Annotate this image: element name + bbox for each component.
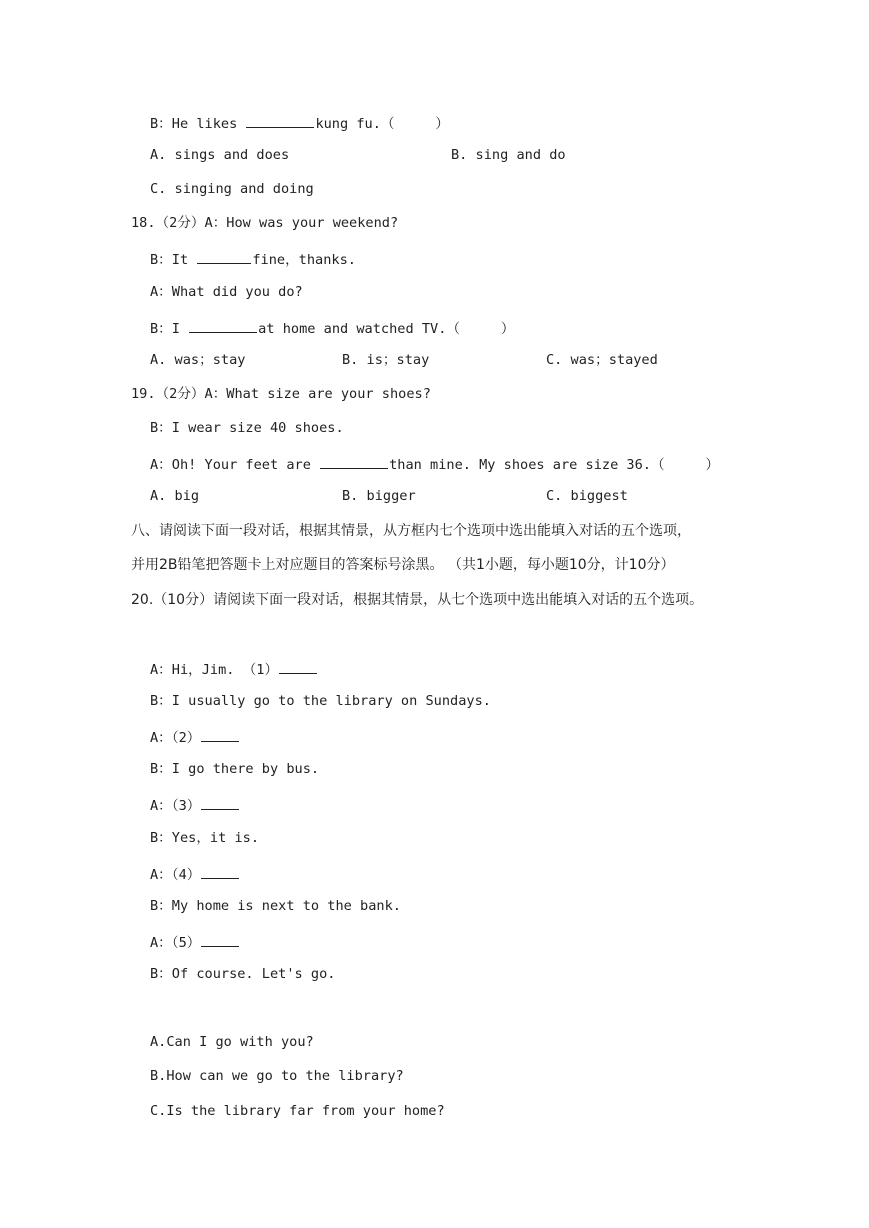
section-8-instructions-line2: 并用2B铅笔把答题卡上对应题目的答案标号涂黑。 （共1小题，每小题10分，计10分） bbox=[131, 557, 675, 573]
q18-option-a: A. was；stay bbox=[150, 352, 246, 368]
dialogue-text: A：（4） bbox=[150, 867, 201, 883]
q18-option-c: C. was；stayed bbox=[546, 352, 658, 368]
q17-option-b: B. sing and do bbox=[451, 147, 566, 163]
q18-b1-suffix: fine，thanks. bbox=[252, 252, 356, 268]
q18-line-b2 bbox=[150, 320, 515, 337]
q19-heading: 19.（2分）A：What size are your shoes? bbox=[131, 386, 431, 402]
answer-blank bbox=[201, 797, 239, 810]
q19-line-a2 bbox=[150, 456, 719, 473]
answer-blank bbox=[201, 729, 239, 742]
q17-answer-suffix: kung fu.（ ） bbox=[315, 116, 450, 132]
dialogue-text: A：（2） bbox=[150, 730, 201, 746]
q18-heading: 18.（2分）A：How was your weekend? bbox=[131, 215, 399, 231]
dialogue-line: B：Yes，it is. bbox=[150, 830, 260, 846]
dialogue-line: B：I go there by bus. bbox=[150, 761, 320, 777]
section-8-instructions-line1: 八、请阅读下面一段对话，根据其情景，从方框内七个选项中选出能填入对话的五个选项， bbox=[131, 523, 691, 539]
q19-a2-suffix: than mine. My shoes are size 36.（ ） bbox=[389, 457, 720, 473]
q18-option-b: B. is；stay bbox=[342, 352, 430, 368]
q19-line-b1: B：I wear size 40 shoes. bbox=[150, 420, 344, 436]
q19-a2-prefix: A：Oh! Your feet are bbox=[150, 457, 320, 473]
answer-blank bbox=[201, 934, 239, 947]
dialogue-line bbox=[150, 934, 240, 951]
dialogue-line: B：My home is next to the bank. bbox=[150, 898, 401, 914]
q19-option-b: B. bigger bbox=[342, 488, 416, 504]
q18-line-b1 bbox=[150, 251, 356, 268]
q17-answer-line bbox=[150, 115, 449, 132]
q19-option-c: C. biggest bbox=[546, 488, 628, 504]
q18-b2-suffix: at home and watched TV.（ ） bbox=[258, 321, 515, 337]
q17-option-c: C. singing and doing bbox=[150, 181, 314, 197]
answer-blank bbox=[189, 320, 257, 333]
q19-option-a: A. big bbox=[150, 488, 200, 504]
answer-blank bbox=[320, 456, 388, 469]
dialogue-text: A：（3） bbox=[150, 798, 201, 814]
dialogue-text: A：Hi，Jim. （1） bbox=[150, 662, 279, 678]
q20-option: C.Is the library far from your home? bbox=[150, 1103, 445, 1119]
answer-blank bbox=[201, 866, 239, 879]
q17-answer-prefix: B：He likes bbox=[150, 116, 246, 132]
dialogue-line bbox=[150, 797, 240, 814]
dialogue-line bbox=[150, 661, 318, 678]
q20-heading: 20.（10分）请阅读下面一段对话，根据其情景，从七个选项中选出能填入对话的五个选项。 bbox=[131, 592, 704, 608]
q20-option: B.How can we go to the library? bbox=[150, 1068, 404, 1084]
answer-blank bbox=[197, 251, 251, 264]
dialogue-text: A：（5） bbox=[150, 935, 201, 951]
q17-option-a: A. sings and does bbox=[150, 147, 290, 163]
q18-line-a2: A：What did you do? bbox=[150, 284, 303, 300]
q18-b2-prefix: B：I bbox=[150, 321, 189, 337]
answer-blank bbox=[246, 115, 314, 128]
dialogue-line: B：I usually go to the library on Sundays. bbox=[150, 693, 491, 709]
q18-b1-prefix: B：It bbox=[150, 252, 197, 268]
q20-option: A.Can I go with you? bbox=[150, 1034, 314, 1050]
dialogue-line: B：Of course. Let's go. bbox=[150, 966, 336, 982]
dialogue-line bbox=[150, 729, 240, 746]
dialogue-line bbox=[150, 866, 240, 883]
answer-blank bbox=[279, 661, 317, 674]
